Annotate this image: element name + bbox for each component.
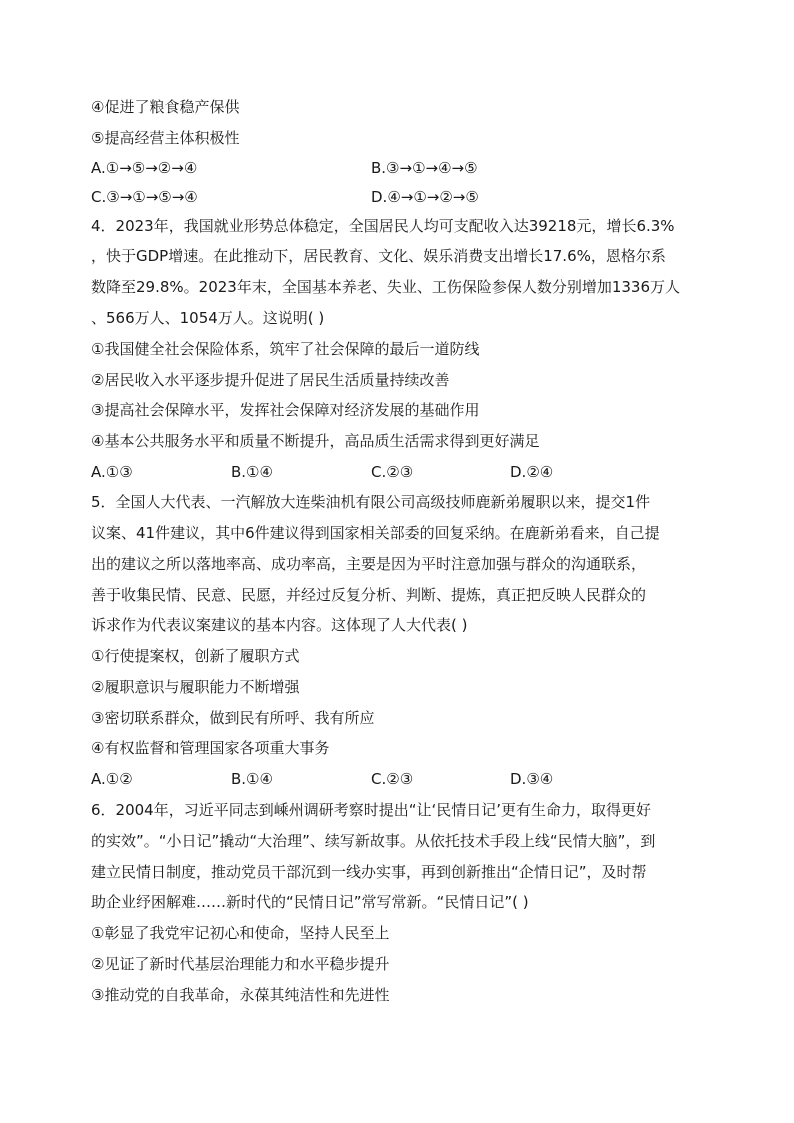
q5-statement-2: ②履职意识与履职能力不断增强 [91,678,300,696]
q5-option-a[interactable]: A.①② [91,770,133,788]
q5-statement-4: ④有权监督和管理国家各项重大事务 [91,739,330,757]
q5-statement-1: ①行使提案权，创新了履职方式 [91,647,300,665]
q5-options [91,769,711,789]
q3-statement-4: ④促进了粮食稳产保供 [91,98,240,116]
q4-stem-line-3: 数降至29.8%。2023年末，全国基本养老、失业、工伤保险参保人数分别增加1336万人 [91,278,681,296]
q6-stem-line-3: 建立民情日制度，推动党员干部沉到一线办实事，再到创新推出“企情日记”，及时帮 [91,863,647,881]
q5-stem-line-5: 诉求作为代表议案建议的基本内容。这体现了人大代表( ) [91,616,468,634]
q5-stem-line-4: 善于收集民情、民意、民愿，并经过反复分析、判断、提炼，真正把反映人民群众的 [91,586,647,604]
q3-option-b[interactable]: B.③→①→④→⑤ [371,159,478,177]
q4-stem-line-1: 4．2023年，我国就业形势总体稳定，全国居民人均可支配收入达39218元，增长6.3% [91,217,675,235]
q4-statement-3: ③提高社会保障水平，发挥社会保障对经济发展的基础作用 [91,401,480,419]
q4-stem-line-2: ，快于GDP增速。在此推动下，居民教育、文化、娱乐消费支出增长17.6%，恩格尔系 [91,247,666,265]
q3-options-row2 [91,187,711,207]
q5-statement-3: ③密切联系群众，做到民有所呼、我有所应 [91,709,375,727]
q4-statement-2: ②居民收入水平逐步提升促进了居民生活质量持续改善 [91,371,450,389]
q6-stem-line-4: 助企业纾困解难……新时代的“民情日记”常写常新。“民情日记”( ) [91,893,529,911]
q5-stem-line-2: 议案、41件建议，其中6件建议得到国家相关部委的回复采纳。在鹿新弟看来，自己提 [91,524,660,542]
q3-statement-5: ⑤提高经营主体积极性 [91,129,240,147]
q3-option-a[interactable]: A.①→⑤→②→④ [91,159,198,177]
q6-stem-line-2: 的实效”。“小日记”撬动“大治理”、续写新故事。从依托技术手段上线“民情大脑”，到 [91,832,656,850]
q4-option-a[interactable]: A.①③ [91,463,133,481]
q5-stem-line-1: 5．全国人大代表、一汽解放大连柴油机有限公司高级技师鹿新弟履职以来，提交1件 [91,493,651,511]
q3-option-c[interactable]: C.③→①→⑤→④ [91,188,198,206]
q4-statement-4: ④基本公共服务水平和质量不断提升，高品质生活需求得到更好满足 [91,432,540,450]
q5-option-c[interactable]: C.②③ [371,770,414,788]
q4-option-b[interactable]: B.①④ [231,463,273,481]
q6-statement-1: ①彰显了我党牢记初心和使命，坚持人民至上 [91,924,390,942]
q4-option-d[interactable]: D.②④ [510,463,554,481]
q5-option-d[interactable]: D.③④ [510,770,554,788]
q6-stem-line-1: 6．2004年，习近平同志到嵊州调研考察时提出“让‘民情日记’更有生命力，取得更好 [91,801,652,819]
q5-stem-line-3: 出的建议之所以落地率高、成功率高，主要是因为平时注意加强与群众的沟通联系， [91,555,647,573]
q4-options [91,462,711,482]
q3-option-d[interactable]: D.④→①→②→⑤ [371,188,479,206]
q4-stem-line-4: 、566万人、1054万人。这说明( ) [91,309,325,327]
q6-statement-2: ②见证了新时代基层治理能力和水平稳步提升 [91,955,390,973]
q5-option-b[interactable]: B.①④ [231,770,273,788]
q4-option-c[interactable]: C.②③ [371,463,414,481]
q4-statement-1: ①我国健全社会保险体系，筑牢了社会保障的最后一道防线 [91,340,480,358]
q3-options-row1 [91,158,711,178]
q6-statement-3: ③推动党的自我革命，永葆其纯洁性和先进性 [91,986,390,1004]
